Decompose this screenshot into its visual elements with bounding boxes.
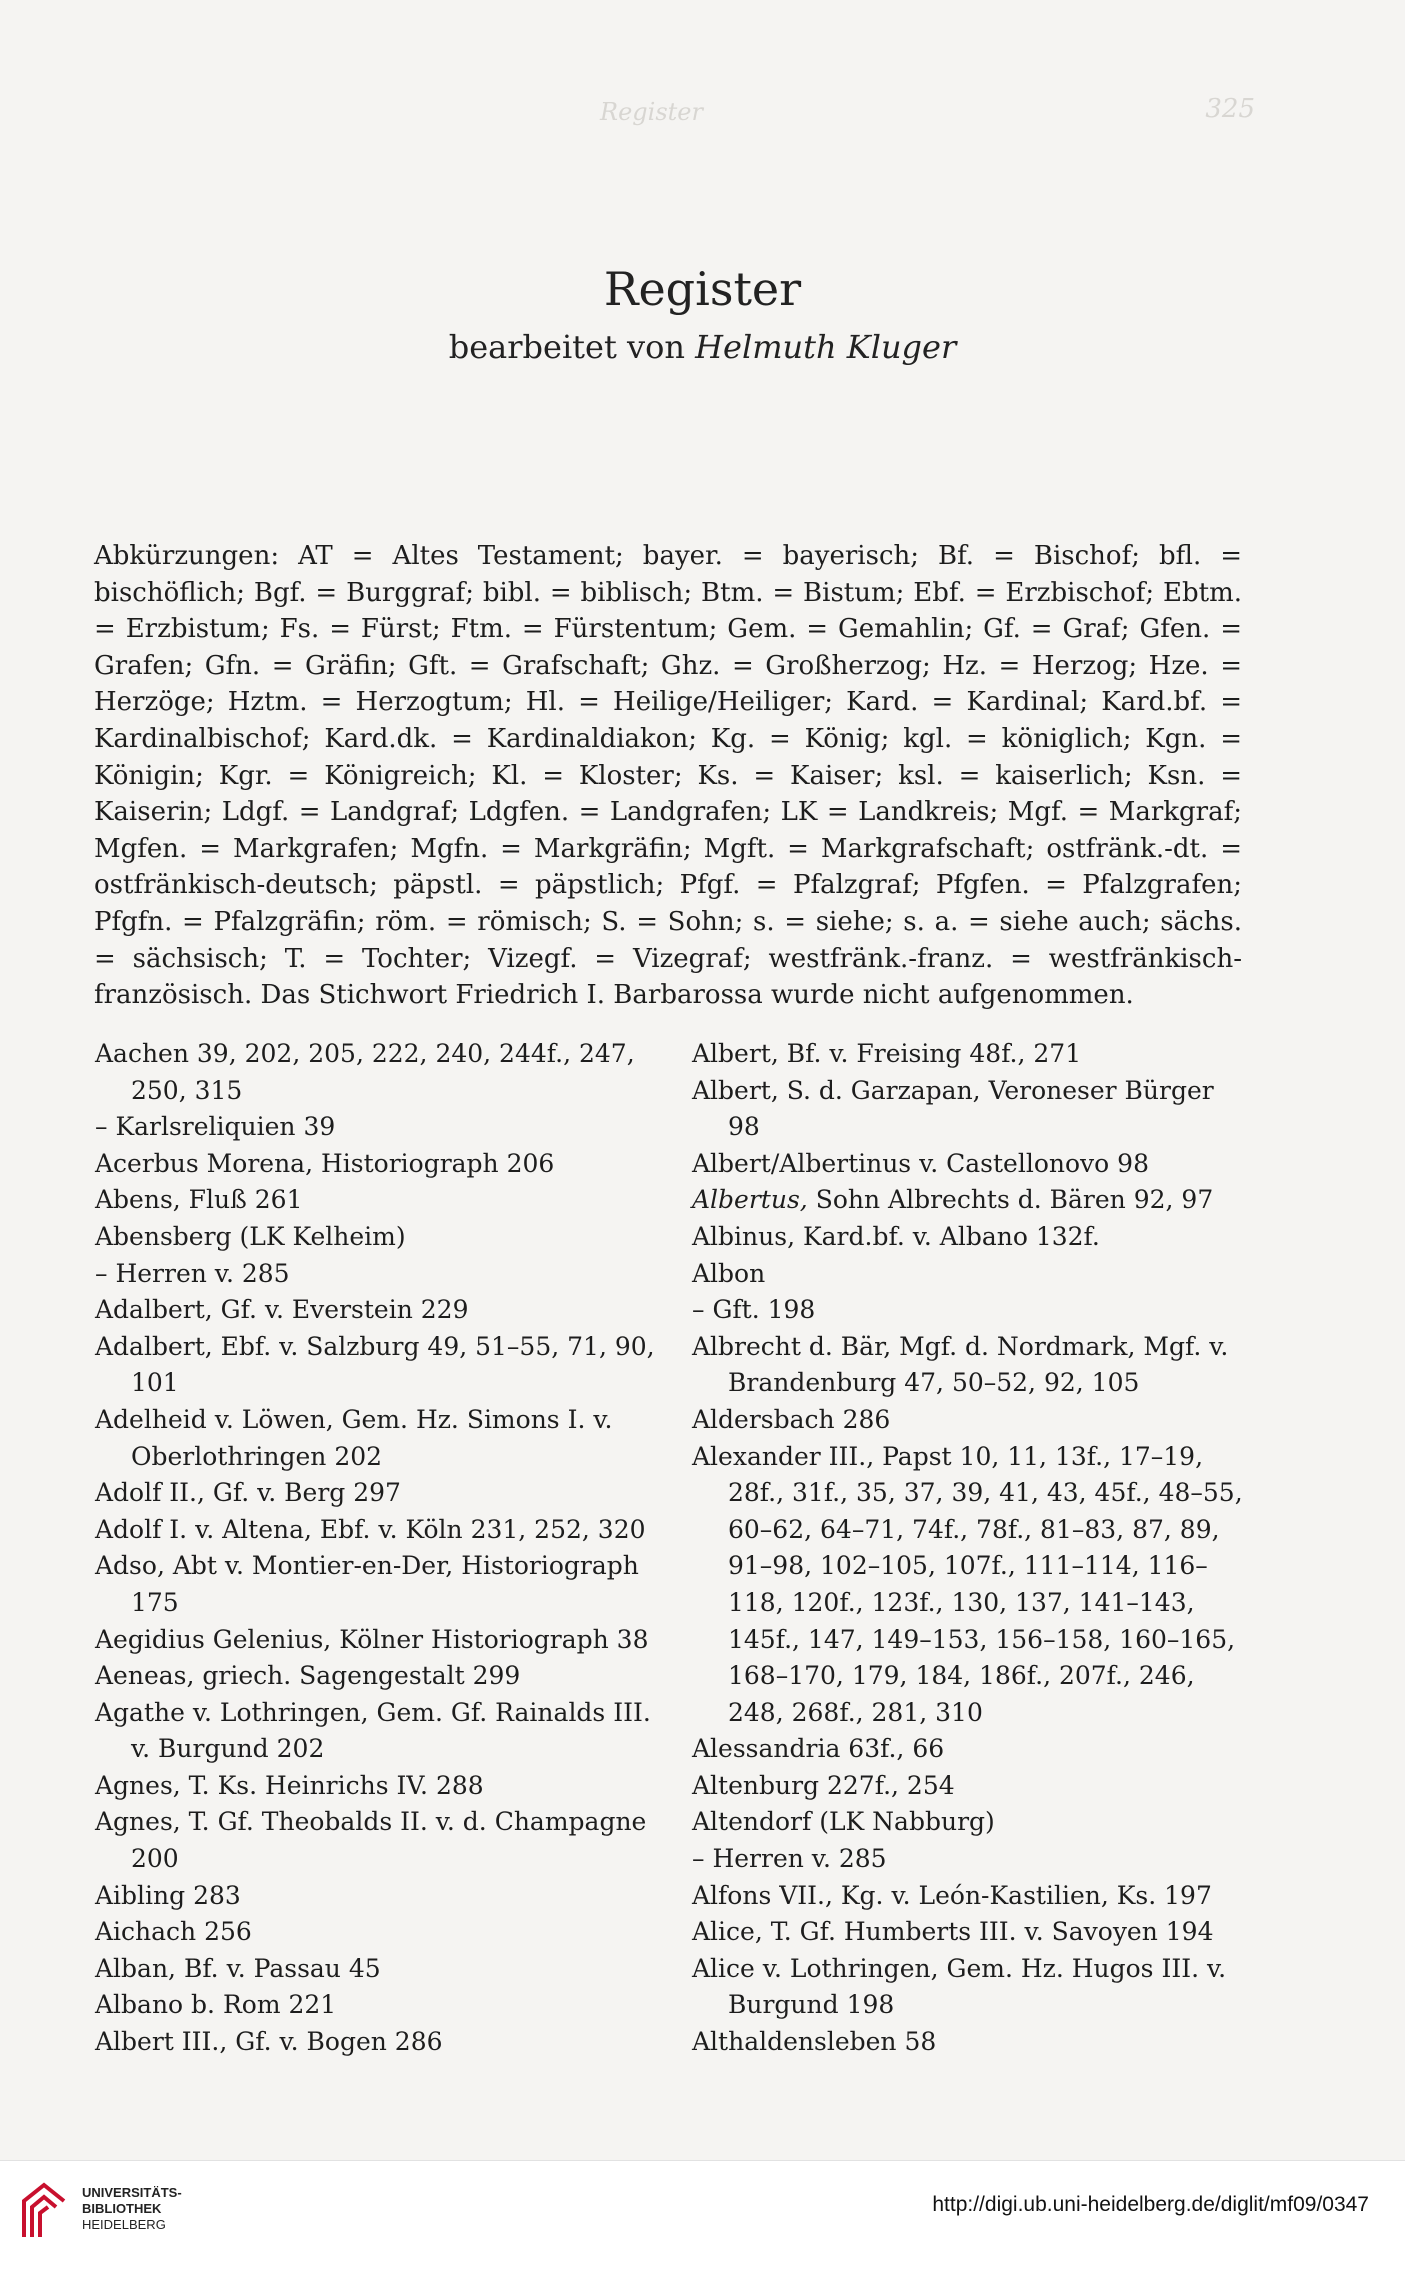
index-entry: Albert III., Gf. v. Bogen 286 <box>95 2027 443 2057</box>
index-entry: Alice, T. Gf. Humberts III. v. Savoyen 194 <box>692 1917 1214 1947</box>
index-entry: Agnes, T. Ks. Heinrichs IV. 288 <box>95 1770 484 1800</box>
index-entry: Agathe v. Lothringen, Gem. Gf. Rainalds III. v. Burgund 202 <box>95 1697 651 1764</box>
albertus-rest: Sohn Albrechts d. Bären 92, 97 <box>815 1185 1214 1215</box>
index-entry: Abens, Fluß 261 <box>95 1185 303 1215</box>
index-entry: Altenburg 227f., 254 <box>692 1770 955 1800</box>
index-entry: – Gft. 198 <box>692 1295 816 1325</box>
index-entry: Albon <box>692 1258 766 1288</box>
index-entry: Adelheid v. Löwen, Gem. Hz. Simons I. v. Oberlothringen 202 <box>95 1404 613 1471</box>
index-entry: Aibling 283 <box>95 1880 241 1910</box>
index-entry: Albert, Bf. v. Freising 48f., 271 <box>692 1039 1082 1068</box>
library-name-line2: BIBLIOTHEK <box>82 2201 162 2216</box>
index-entry: – Herren v. 285 <box>692 1844 887 1874</box>
index-entry-albertus <box>692 1182 1252 1219</box>
index-entry: Alfons VII., Kg. v. León-Kastilien, Ks. 197 <box>692 1880 1212 1910</box>
library-name[interactable] <box>82 2185 182 2233</box>
index-entry: Adolf I. v. Altena, Ebf. v. Köln 231, 252, 320 <box>95 1514 646 1544</box>
index-entry: Acerbus Morena, Historiograph 206 <box>95 1148 555 1178</box>
abbreviations-paragraph: Abkürzungen: AT = Altes Testament; bayer. = bayerisch; Bf. = Bischof; bfl. = bischöflich; Bgf. = Burggraf; bibl. = biblisch; Btm. = Bistum; Ebf. = Erzbischof; Ebtm. = Erzbistum; Fs. = Fürst; Ftm. = Fürstentum; Gem. = Gemahlin; Gf. = Graf; Gfen. = Grafen; Gfn. = Gräfin; Gft. = Grafschaft; Ghz. = Großherzog; Hz. = Herzog; Hze. = Herzöge; Hztm. = Herzogtum; Hl. = Heilige/Heiliger; Kard. = Kardinal; Kard.bf. = Kardinalbischof; Kard.dk. = Kardinaldiakon; Kg. = König; kgl. = königlich; Kgn. = Königin; Kgr. = Königreich; Kl. = Kloster; Ks. = Kaiser; ksl. = kaiserlich; Ksn. = Kaiserin; Ldgf. = Landgraf; Ldgfen. = Landgrafen; LK = Landkreis; Mgf. = Markgraf; Mgfen. = Markgrafen; Mgfn. = Markgräfin; Mgft. = Markgrafschaft; ostfränk.-dt. = ostfränkisch-deutsch; päpstl. = päpstlich; Pfgf. = Pfalzgraf; Pfgfen. = Pfalzgrafen; Pfgfn. = Pfalzgräfin; röm. = römisch; S. = Sohn; s. = siehe; s. a. = siehe auch; sächs. = sächsisch; T. = Tochter; Vizegf. = Vizegraf; westfränk.-franz. = westfränkisch-französisch. Das Stichwort Friedrich I. Barbarossa wurde nicht aufgenommen. <box>94 541 1242 1011</box>
index-entry: Albinus, Kard.bf. v. Albano 132f. <box>692 1221 1100 1251</box>
running-head: Register <box>600 98 703 126</box>
subtitle-prefix: bearbeitet von <box>448 328 696 366</box>
index-entry: Albano b. Rom 221 <box>95 1990 337 2020</box>
index-entry: Althaldensleben 58 <box>692 2027 937 2057</box>
albertus-italic: Albertus, <box>692 1185 808 1215</box>
page-number: 325 <box>1205 94 1255 124</box>
index-entry: Aldersbach 286 <box>692 1404 891 1434</box>
index-column-right <box>692 1036 1252 2061</box>
page-title: Register <box>603 262 802 316</box>
index-entry: Adolf II., Gf. v. Berg 297 <box>95 1478 401 1508</box>
index-entry: Adso, Abt v. Montier-en-Der, Historiograph 175 <box>95 1551 639 1617</box>
index-entry: Aachen 39, 202, 205, 222, 240, 244f., 247, 250, 315 <box>95 1039 635 1105</box>
index-entry: Aeneas, griech. Sagengestalt 299 <box>95 1661 521 1691</box>
viewer-footer <box>0 2160 1405 2273</box>
index-entry: Adalbert, Ebf. v. Salzburg 49, 51–55, 71, 90, 101 <box>95 1331 655 1398</box>
index-entry: Altendorf (LK Nabburg) <box>692 1807 995 1837</box>
library-name-line1: UNIVERSITÄTS- <box>82 2185 182 2200</box>
index-entry: Adalbert, Gf. v. Everstein 229 <box>95 1295 469 1325</box>
index-entry: Albrecht d. Bär, Mgf. d. Nordmark, Mgf. v. Brandenburg 47, 50–52, 92, 105 <box>692 1331 1229 1398</box>
index-entry: Alice v. Lothringen, Gem. Hz. Hugos III. v. Burgund 198 <box>692 1953 1227 2020</box>
index-entry: Abensberg (LK Kelheim) <box>95 1221 406 1251</box>
index-entry: Agnes, T. Gf. Theobalds II. v. d. Champagne 200 <box>95 1807 647 1874</box>
index-entry: Alban, Bf. v. Passau 45 <box>95 1953 381 1983</box>
index-entry: Alessandria 63f., 66 <box>692 1734 945 1764</box>
index-entry: Aegidius Gelenius, Kölner Historiograph 38 <box>95 1624 649 1654</box>
page-subtitle <box>0 328 1405 366</box>
university-library-logo-icon[interactable] <box>14 2179 74 2241</box>
index-entry: – Herren v. 285 <box>95 1258 290 1288</box>
index-entry: Alexander III., Papst 10, 11, 13f., 17–19, 28f., 31f., 35, 37, 39, 41, 43, 45f., 48–55, 60–62, 64–71, 74f., 78f., 81–83, 87, 89, 91–98, 102–105, 107f., 111–114, 116–118, 120f., 123f., 130, 137, 141–143, 145f., 147, 149–153, 156–158, 160–165, 168–170, 179, 184, 186f., 207f., 246, 248, 268f., 281, 310 <box>692 1441 1243 1727</box>
library-name-line3: HEIDELBERG <box>82 2217 166 2232</box>
index-column-left <box>95 1036 675 2061</box>
subtitle-editor: Helmuth Kluger <box>695 328 957 366</box>
index-entry: Albert, S. d. Garzapan, Veroneser Bürger 98 <box>692 1075 1214 1142</box>
index-entry: – Karlsreliquien 39 <box>95 1112 336 1142</box>
permalink-url[interactable]: http://digi.ub.uni-heidelberg.de/diglit/mf09/0347 <box>932 2193 1369 2216</box>
index-entry: Aichach 256 <box>95 1917 252 1947</box>
index-entry: Albert/Albertinus v. Castellonovo 98 <box>692 1148 1149 1178</box>
